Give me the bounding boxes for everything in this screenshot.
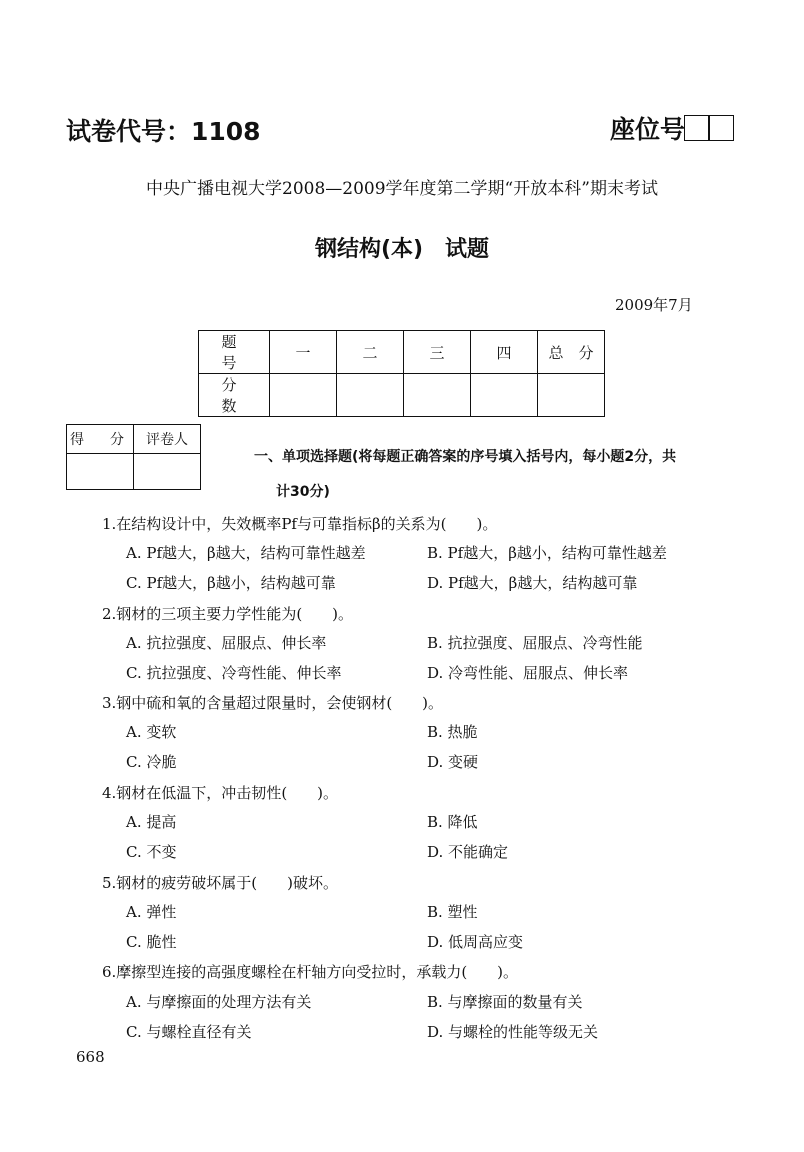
option-d: D. 不能确定 (427, 843, 509, 861)
option-b: B. Pf越大，β越小，结构可靠性越差 (427, 544, 667, 562)
grader-table (66, 424, 201, 490)
option-d: D. 变硬 (427, 753, 479, 771)
option-d: D. 与螺栓的性能等级无关 (427, 1023, 599, 1041)
option-d: D. Pf越大，β越大，结构越可靠 (427, 574, 638, 592)
option-c: C. 抗拉强度、冷弯性能、伸长率 (126, 664, 342, 682)
seat-number (610, 110, 734, 146)
page-number: 668 (76, 1048, 105, 1066)
score-table-header-row (199, 331, 605, 374)
grader-name-label: 评卷人 (134, 425, 201, 454)
option-b: B. 抗拉强度、屈服点、冷弯性能 (427, 634, 643, 652)
exam-date: 2009年7月 (615, 296, 693, 314)
option-c: C. 不变 (126, 843, 177, 861)
grader-score-cell[interactable] (67, 454, 134, 490)
column-header: 四 (471, 331, 538, 374)
option-b: B. 与摩擦面的数量有关 (427, 993, 583, 1011)
option-c: C. 与螺栓直径有关 (126, 1023, 252, 1041)
option-d: D. 冷弯性能、屈服点、伸长率 (427, 664, 629, 682)
column-header: 三 (404, 331, 471, 374)
option-c: C. Pf越大，β越小，结构越可靠 (126, 574, 336, 592)
score-cell[interactable] (337, 374, 404, 417)
option-d: D. 低周高应变 (427, 933, 524, 951)
option-b: B. 塑性 (427, 903, 478, 921)
column-header: 一 (270, 331, 337, 374)
question-number-label: 题 号 (199, 331, 270, 374)
paper-code: 试卷代号：1108 (66, 117, 261, 146)
section-heading-line2: 计30分) (276, 484, 330, 500)
column-header: 二 (337, 331, 404, 374)
institution-line: 中央广播电视大学2008—2009学年度第二学期“开放本科”期末考试 (146, 179, 658, 199)
option-a: A. Pf越大，β越大，结构可靠性越差 (126, 544, 366, 562)
option-a: A. 与摩擦面的处理方法有关 (126, 993, 312, 1011)
option-b: B. 降低 (427, 813, 478, 831)
seat-box[interactable] (708, 115, 734, 141)
option-b: B. 热脆 (427, 723, 478, 741)
column-header: 总 分 (538, 331, 605, 374)
option-a: A. 提高 (126, 813, 177, 831)
question-stem: 5.钢材的疲劳破坏属于( )破坏。 (102, 874, 339, 892)
option-a: A. 弹性 (126, 903, 177, 921)
score-table (198, 330, 605, 417)
score-cell[interactable] (404, 374, 471, 417)
score-label: 分 数 (199, 374, 270, 417)
exam-title: 钢结构(本) 试题 (314, 237, 490, 262)
grader-name-cell[interactable] (134, 454, 201, 490)
question-stem: 3.钢中硫和氧的含量超过限量时，会使钢材( )。 (102, 694, 444, 712)
grader-score-label: 得 分 (67, 425, 134, 454)
question-stem: 4.钢材在低温下，冲击韧性( )。 (102, 784, 339, 802)
score-table-score-row (199, 374, 605, 417)
section-heading-line1: 一、单项选择题(将每题正确答案的序号填入括号内，每小题2分，共 (254, 449, 677, 465)
question-stem: 2.钢材的三项主要力学性能为( )。 (102, 605, 354, 623)
seat-box[interactable] (684, 115, 710, 141)
option-a: A. 抗拉强度、屈服点、伸长率 (126, 634, 327, 652)
score-cell[interactable] (270, 374, 337, 417)
option-c: C. 冷脆 (126, 753, 177, 771)
seat-label: 座位号 (610, 115, 686, 144)
question-stem: 1.在结构设计中，失效概率Pf与可靠指标β的关系为( )。 (102, 515, 498, 533)
option-a: A. 变软 (126, 723, 177, 741)
question-stem: 6.摩擦型连接的高强度螺栓在杆轴方向受拉时，承载力( )。 (102, 963, 519, 981)
option-c: C. 脆性 (126, 933, 177, 951)
score-cell[interactable] (471, 374, 538, 417)
score-cell[interactable] (538, 374, 605, 417)
